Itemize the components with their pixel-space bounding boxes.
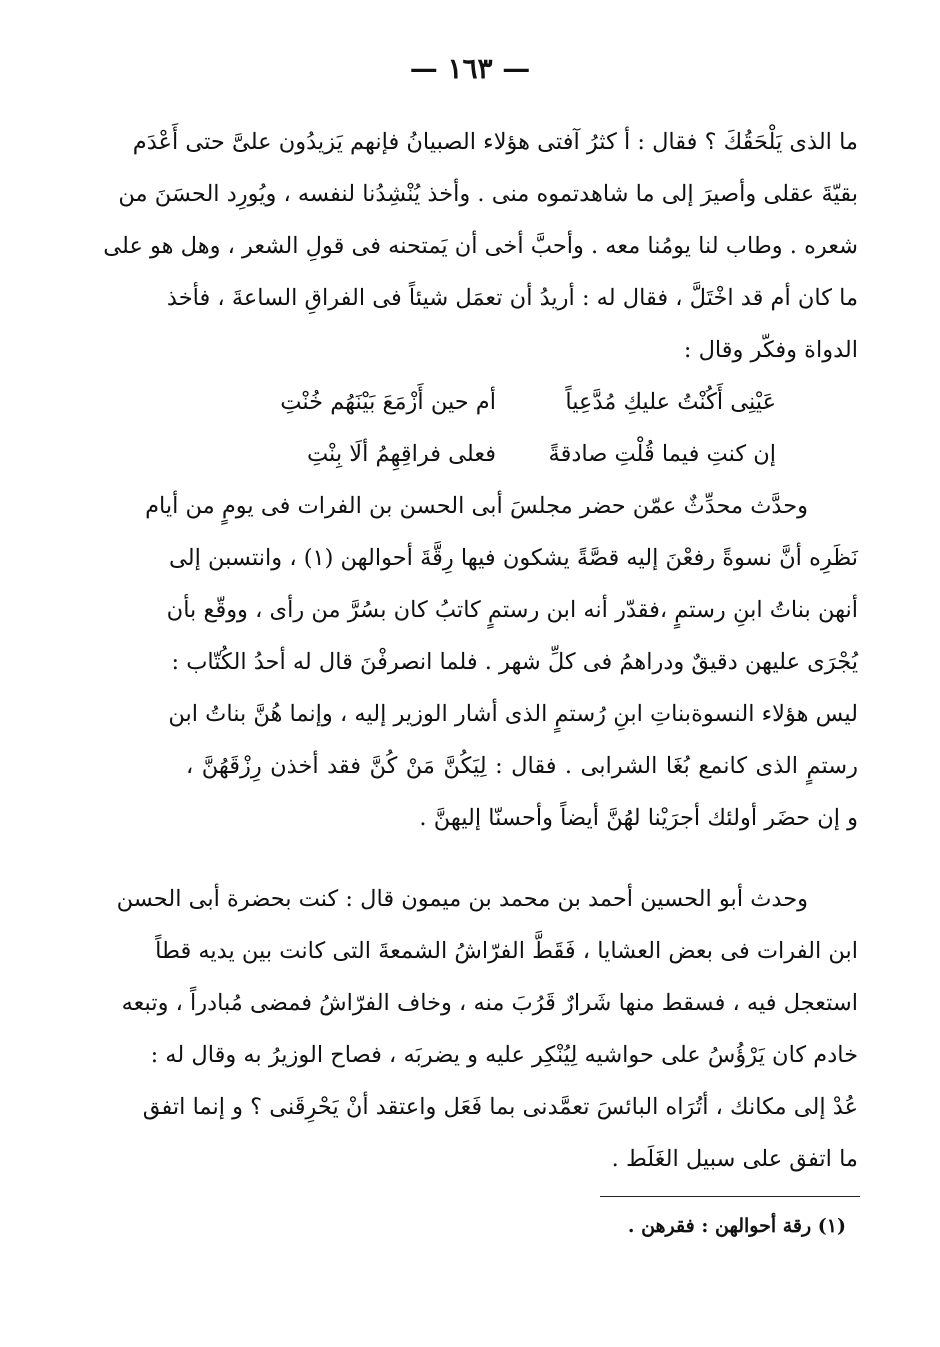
text-line: ما اتفق على سبيل الغَلَط . (611, 1146, 858, 1172)
text-line: يُجْرَى عليهن دقيقٌ ودراهمُ فى كلِّ شهر . فلما انصرفْنَ قال له أحدُ الكُتّاب : (171, 649, 858, 675)
text-line: بقيّةَ عقلى وأصيرَ إلى ما شاهدتموه منى . وأخذ يُنْشِدُنا لنفسه ، ويُورِد الحسَنَ من (118, 181, 858, 207)
page-number: — ١٦٣ — (409, 52, 531, 85)
paragraph-ibn-rustam (145, 480, 858, 844)
verse-second-hemistich: أم حين أَزْمَعَ بَيْنَهُم خُنْتِ (280, 389, 496, 415)
paragraph-farrash (116, 873, 858, 1185)
text-line: ابن الفرات فى بعض العشايا ، فَقَطَّ الفرّاشُ الشمعةَ التى كانت بين يديه قطاً (155, 938, 858, 964)
text-line: ليس هؤلاء النسوةبناتِ ابنِ رُستمٍ الذى أشار الوزير إليه ، وإنما هُنَّ بناتُ ابن (168, 701, 858, 727)
footnote-divider (600, 1196, 860, 1197)
text-line: خادم كان يَرْؤُسُ على حواشيه لِيُنْكِر عليه و يضربَه ، فصاح الوزيرُ به وقال له : (150, 1042, 858, 1068)
text-line: أنهن بناتُ ابنِ رستمٍ ،فقدّر أنه ابن رستمٍ كاتبُ كان بسُرَّ من رأى ، ووقّع بأن (166, 597, 858, 623)
verse-second-hemistich: فعلى فراقِهِمُ ألَا بِنْتِ (306, 441, 496, 467)
paragraph-opening (103, 116, 858, 376)
text-line: وحدث أبو الحسين أحمد بن محمد بن ميمون قال : كنت بحضرة أبى الحسن (116, 886, 808, 912)
text-line: شعره . وطاب لنا يومُنا معه . وأحبَّ أخى أن يَمتحنه فى قولِ الشعر ، وهل هو على (103, 233, 858, 259)
poem-verse (186, 428, 858, 480)
verse-first-hemistich: عَيْنِى أَكُنْتُ عليكِ مُدَّعِياً (565, 389, 776, 415)
text-line: ما الذى يَلْحَقُكَ ؟ فقال : أ كثرُ آفتى هؤلاء الصبيانُ فإنهم يَزيدُون علىَّ حتى أَعْدَم (132, 129, 858, 155)
text-line: الدواة وفكّر وقال : (683, 337, 858, 363)
text-line: عُدْ إلى مكانك ، أتُرَاه البائسَ تعمَّدنى بما فَعَل واعتقد أنْ يَحْرِقَنى ؟ و إنما اتفق (142, 1094, 858, 1120)
text-line: ما كان أم قد اخْتَلَّ ، فقال له : أريدُ أن تعمَل شيئاً فى الفراقِ الساعةَ ، فأخذ (166, 285, 858, 311)
text-line: استعجل فيه ، فسقط منها شَرارٌ قَرُبَ منه ، وخاف الفرّاشُ فمضى مُبادراً ، وتبعه (121, 990, 858, 1016)
verse-first-hemistich: إن كنتِ فيما قُلْتِ صادقةً (548, 441, 776, 467)
text-line: وحدَّث محدِّثٌ عمّن حضر مجلسَ أبى الحسن بن الفرات فى يومٍ من أيام (145, 493, 808, 519)
text-line: نَظَرِه أنَّ نسوةً رفعْنَ إليه قصَّةً يشكون فيها رِقَّةَ أحوالهن (١) ، وانتسبن إلى (169, 545, 858, 571)
footnote: (١) رقة أحوالهن : فقرهن . (627, 1215, 846, 1237)
text-line: و إن حضَر أولئك أجرَيْنا لهُنَّ أيضاً وأحسنّا إليهنَّ . (419, 805, 858, 831)
text-line: رستمٍ الذى كانمع بُغَا الشرابى . فقال : لِيَكُنَّ مَنْ كُنَّ فقد أخذن رِزْقَهُنَّ ، (186, 753, 858, 779)
poem-verse (186, 376, 858, 428)
